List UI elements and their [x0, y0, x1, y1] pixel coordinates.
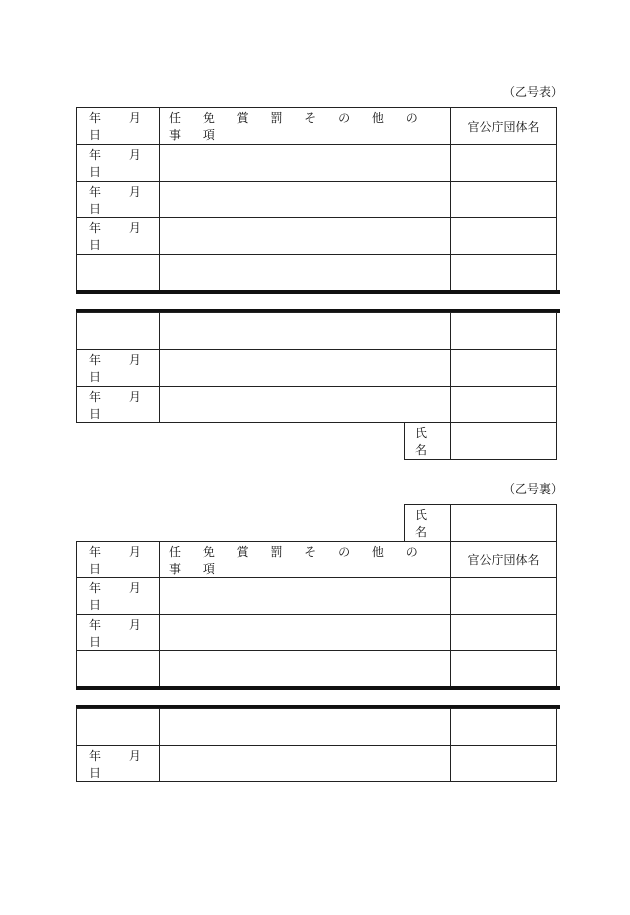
front-row-2-date: 年 月 日 — [76, 181, 160, 218]
back-break-line-top — [76, 686, 560, 690]
front-row-5-matters — [159, 312, 451, 350]
front-row-4-date — [76, 254, 160, 292]
back-row-2-date: 年 月 日 — [76, 614, 160, 651]
back-row-4-date — [76, 708, 160, 746]
front-header-office: 官公庁団体名 — [450, 107, 557, 145]
front-row-4-matters — [159, 254, 451, 292]
back-row-1-office — [450, 577, 557, 615]
back-row-2-matters — [159, 614, 451, 651]
back-row-5-office — [450, 745, 557, 782]
back-row-3-office — [450, 650, 557, 688]
back-row-5-date: 年 月 日 — [76, 745, 160, 782]
back-header-office: 官公庁団体名 — [450, 541, 557, 578]
front-caption: （乙号表） — [503, 85, 564, 99]
front-row-1-office — [450, 144, 557, 182]
front-row-7-office — [450, 386, 557, 423]
front-row-1-matters — [159, 144, 451, 182]
front-row-3-matters — [159, 217, 451, 255]
front-row-4-office — [450, 254, 557, 292]
back-row-3-matters — [159, 650, 451, 688]
back-row-4-office — [450, 708, 557, 746]
back-row-5-matters — [159, 745, 451, 782]
back-name-label: 氏 名 — [404, 504, 451, 542]
front-name-label: 氏 名 — [404, 422, 451, 460]
back-row-3-date — [76, 650, 160, 688]
front-row-3-date: 年 月 日 — [76, 217, 160, 255]
front-row-5-date — [76, 312, 160, 350]
front-row-5-office — [450, 312, 557, 350]
front-row-6-matters — [159, 349, 451, 387]
front-row-7-date: 年 月 日 — [76, 386, 160, 423]
front-row-2-office — [450, 181, 557, 218]
front-name-field[interactable] — [450, 422, 557, 460]
front-row-3-office — [450, 217, 557, 255]
front-row-7-matters — [159, 386, 451, 423]
front-row-6-office — [450, 349, 557, 387]
front-break-line-top — [76, 290, 560, 294]
back-caption: （乙号裏） — [503, 482, 564, 496]
front-row-1-date: 年 月 日 — [76, 144, 160, 182]
back-header-date: 年 月 日 — [76, 541, 160, 578]
front-header-date: 年 月 日 — [76, 107, 160, 145]
back-header-matters: 任 免 賞 罰 そ の 他 の 事 項 — [159, 541, 451, 578]
front-row-2-matters — [159, 181, 451, 218]
front-row-6-date: 年 月 日 — [76, 349, 160, 387]
back-row-1-matters — [159, 577, 451, 615]
back-row-1-date: 年 月 日 — [76, 577, 160, 615]
back-row-4-matters — [159, 708, 451, 746]
back-name-field[interactable] — [450, 504, 557, 542]
back-row-2-office — [450, 614, 557, 651]
front-header-matters: 任 免 賞 罰 そ の 他 の 事 項 — [159, 107, 451, 145]
